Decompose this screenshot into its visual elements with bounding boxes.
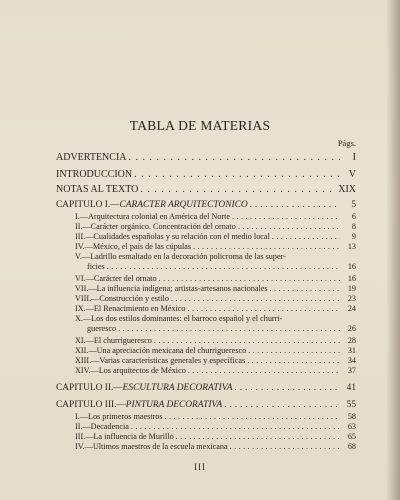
toc-entry-text: INTRODUCCION xyxy=(56,169,133,180)
toc-subentry[interactable]: III.—Cualidades españolas y su relación con el medio local . . . 9 xyxy=(75,232,356,241)
toc-entry-introduccion[interactable] xyxy=(56,169,356,180)
toc-subentry[interactable]: III.—La influencia de Murillo . . . 65 xyxy=(75,432,356,441)
toc-subentry[interactable]: IX.—El Renacimiento en México . . . 24 xyxy=(75,304,356,313)
toc-subentry[interactable]: VI.—Carácter del ornato . . . 16 xyxy=(75,274,356,283)
toc-entry-text: NOTAS AL TEXTO xyxy=(56,184,139,195)
toc-subentry[interactable]: I.—Los primeros maestros . . . 58 xyxy=(75,412,356,421)
toc-subentry[interactable]: XIV.—Los arquitectos de México . . . 37 xyxy=(75,366,356,375)
leader-dots xyxy=(272,232,340,241)
chapter-heading: CAPITULO I.—CARACTER ARQUITECTONICO xyxy=(56,200,248,210)
toc-subentry[interactable]: XIII.—Varias características generales y específicas . . . 34 xyxy=(75,356,356,365)
toc-subentry-wrapped[interactable]: V.—Ladrillo esmaltado en la decoración policroma de las super- ficies . . . 16 xyxy=(75,252,356,272)
toc-entry-notas[interactable] xyxy=(56,184,356,195)
toc-entry-page: I xyxy=(352,152,356,163)
toc-subentry[interactable]: I.—Arquitectura colonial en América del Norte . . . 6 xyxy=(75,212,356,221)
toc-subentry-wrapped[interactable]: X.—Los dos estilos dominantes: el barroco español y el churri- gueresco . . . 26 xyxy=(75,314,356,334)
leader-dots xyxy=(159,274,340,283)
leader-dots xyxy=(188,366,340,375)
leader-dots xyxy=(154,336,340,345)
toc-chapter-3[interactable] xyxy=(56,400,356,410)
toc-entry-page: 5 xyxy=(351,200,356,210)
leader-dots xyxy=(131,422,340,431)
leader-dots xyxy=(171,294,340,303)
toc-subentry[interactable]: XI.—El churrigueresco . . . 28 xyxy=(75,336,356,345)
leader-dots xyxy=(234,383,340,393)
toc-entry-page: 41 xyxy=(346,383,356,393)
leader-dots xyxy=(247,356,340,365)
toc-entry-text: ADVERTENCIA xyxy=(56,152,127,163)
toc-chapter-2[interactable] xyxy=(56,383,356,393)
toc-subentry[interactable]: VIII.—Construcción y estilo . . . 23 xyxy=(75,294,356,303)
leader-dots xyxy=(224,400,340,410)
toc-subentry[interactable]: II.—Carácter orgánico. Concentración del ornato . . . 8 xyxy=(75,222,356,231)
toc-subentry[interactable]: IV.—México, el país de las cúpulas . . . 13 xyxy=(75,242,356,251)
toc-entry-page: 55 xyxy=(346,400,356,410)
leader-dots xyxy=(232,212,340,221)
toc-subentry[interactable]: II.—Decadencia . . . 63 xyxy=(75,422,356,431)
toc-subentry[interactable]: XII.—Una apreciación mexicana del churrigueresco . . . 31 xyxy=(75,346,356,355)
leader-dots xyxy=(250,200,340,210)
leader-dots xyxy=(270,284,340,293)
toc-entry-page: XIX xyxy=(338,184,356,195)
leader-dots xyxy=(134,169,340,180)
toc-chapter-1[interactable] xyxy=(56,200,356,210)
leader-dots xyxy=(188,304,341,313)
leader-dots xyxy=(193,242,340,251)
leader-dots xyxy=(248,346,340,355)
leader-dots xyxy=(176,432,340,441)
chapter-heading: CAPITULO II.—ESCULTURA DECORATIVA xyxy=(56,383,233,393)
leader-dots xyxy=(165,412,340,421)
toc-subentry[interactable]: IV.—Ultimos maestros de la escuela mexicana . . . 68 xyxy=(75,442,356,451)
leader-dots xyxy=(238,222,340,231)
leader-dots xyxy=(230,442,340,451)
leader-dots xyxy=(140,184,336,195)
leader-dots xyxy=(129,152,340,163)
toc-entry-advertencia[interactable] xyxy=(56,152,356,163)
chapter-heading: CAPITULO III.—PINTURA DECORATIVA xyxy=(56,400,223,410)
page-number-footer: III xyxy=(194,462,206,472)
leader-dots xyxy=(118,324,340,334)
leader-dots xyxy=(107,262,340,272)
toc-entry-page: V xyxy=(348,169,356,180)
page-title: TABLA DE MATERIAS xyxy=(129,118,271,133)
pages-column-label: Págs. xyxy=(337,138,356,148)
toc-subentry[interactable]: VII.—La influencia indígena; artistas-artesanos nacionales . . . 19 xyxy=(75,284,356,293)
